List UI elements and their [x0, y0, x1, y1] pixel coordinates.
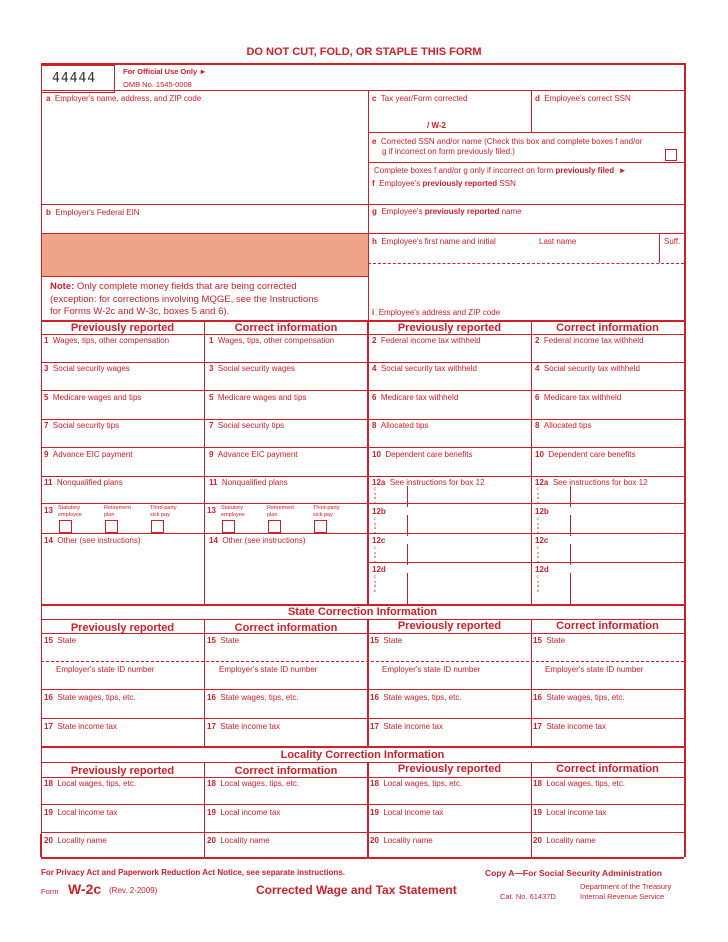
code-letter: d — [536, 583, 540, 588]
code-letter: e — [536, 499, 540, 505]
loc-18-2 — [370, 779, 462, 789]
loc-18-3-text: Local wages, tips, etc. — [546, 779, 626, 788]
loc-col-correct-1: Correct information — [234, 765, 338, 777]
state-17-0 — [44, 722, 117, 732]
state-17-3-text: State income tax — [546, 722, 606, 731]
box-right-correct-3-text: Allocated tips — [543, 421, 592, 430]
box13-sickpay-label: sick pay — [150, 512, 170, 518]
box-left-prev-4-num: 9 — [44, 450, 49, 459]
loc-20-2-num: 20 — [370, 836, 379, 845]
box-left-prev-4-text: Advance EIC payment — [52, 450, 133, 459]
box-left-correct-1-text: Social security wages — [217, 364, 295, 373]
state-16-1-num: 16 — [207, 693, 216, 702]
box-e-label-line2: g if incorrect on form previously filed.) — [382, 147, 515, 156]
state-16-0-text: State wages, tips, etc. — [57, 693, 136, 702]
state-16-3-num: 16 — [533, 693, 542, 702]
footer-dept1: Department of the Treasury — [580, 882, 672, 891]
state-16-3-text: State wages, tips, etc. — [546, 693, 625, 702]
state-15-3-text: State — [546, 636, 566, 645]
state-15-1 — [207, 636, 239, 646]
box-left-correct-4-text: Advance EIC payment — [217, 450, 298, 459]
box13-num: 13 — [207, 506, 216, 515]
loc-18-0 — [44, 779, 136, 789]
box-left-correct-0-text: Wages, tips, other compensation — [217, 336, 335, 345]
code-letter: C — [373, 486, 377, 491]
box13-0 — [44, 505, 202, 533]
box13-statutory-checkbox[interactable] — [222, 520, 235, 533]
state-15-0 — [44, 636, 76, 646]
loc-19-1-num: 19 — [207, 808, 216, 817]
last-name-label: Last name — [539, 237, 577, 246]
loc-18-1 — [207, 779, 299, 789]
footer-form-name: W-2c — [68, 881, 102, 897]
loc-19-2-num: 19 — [370, 808, 379, 817]
box-right-correct-2-num: 6 — [535, 393, 540, 402]
code-letter: d — [373, 495, 377, 500]
code-letter: o — [536, 520, 540, 526]
box13-sickpay-label: sick pay — [313, 512, 333, 518]
box-right-prev-1-text: Social security tax withheld — [380, 364, 477, 373]
box-h-label: h Employee's first name and initial — [372, 237, 496, 246]
loc-18-3 — [533, 779, 625, 789]
locality-title: Locality Correction Information — [280, 749, 445, 761]
box-left-correct-4-num: 9 — [209, 450, 214, 459]
box13-retirement-label: Retirement — [267, 505, 294, 511]
state-15-2-num: 15 — [370, 636, 379, 645]
footer-cat: Cat. No. 61437D — [500, 892, 556, 901]
loc-20-2-text: Locality name — [383, 836, 433, 845]
code-divider — [407, 515, 408, 536]
box-right-correct-3 — [535, 421, 592, 431]
code-letter: o — [373, 490, 377, 496]
box-right-correct-4 — [535, 450, 636, 460]
code-letter: C — [373, 545, 377, 550]
box-b-label: b Employer's Federal EIN — [46, 208, 140, 217]
box12-label: 12c — [535, 536, 549, 545]
code-letter: e — [373, 558, 377, 564]
code-letter: C — [373, 574, 377, 579]
box13-statutory-checkbox[interactable] — [59, 520, 72, 533]
loc-20-3 — [533, 836, 596, 846]
box-right-prev-5-text: See instructions for box 12 — [389, 478, 485, 487]
box-right-prev-2-text: Medicare tax withheld — [380, 393, 459, 402]
box-right-correct-5 — [535, 478, 648, 488]
code-letter: C — [536, 486, 540, 491]
box-left-correct-2-text: Medicare wages and tips — [217, 393, 307, 402]
code-letter: C — [536, 574, 540, 579]
box13-thirdparty-label: Third-party — [313, 505, 340, 511]
code-letter: o — [536, 578, 540, 584]
state-16-0 — [44, 693, 136, 703]
rule-line — [41, 476, 684, 477]
box13-employee-label: employee — [221, 512, 245, 518]
state-15-1-text: State — [220, 636, 240, 645]
state-col-correct-1: Correct information — [234, 622, 338, 634]
footer-privacy: For Privacy Act and Paperwork Reduction Act Notice, see separate instructions. — [41, 868, 345, 877]
code-letter: C — [373, 516, 377, 521]
box-left-prev-5 — [44, 478, 123, 488]
state-16-2-text: State wages, tips, etc. — [383, 693, 462, 702]
code-letter: o — [373, 549, 377, 555]
state-17-1-num: 17 — [207, 722, 216, 731]
state-15-1-num: 15 — [207, 636, 216, 645]
box13-statutory-label: Statutory — [221, 505, 244, 511]
box-left-correct-2-num: 5 — [209, 393, 214, 402]
box14-correct-num: 14 — [209, 536, 218, 545]
box-right-prev-4 — [372, 450, 473, 460]
box-left-prev-2-num: 5 — [44, 393, 49, 402]
box-right-prev-3-text: Allocated tips — [380, 421, 429, 430]
loc-18-0-num: 18 — [44, 779, 53, 788]
box-left-prev-0 — [44, 336, 169, 346]
loc-20-0-text: Locality name — [57, 836, 107, 845]
loc-19-0 — [44, 808, 117, 818]
box-right-correct-2 — [535, 393, 621, 403]
box12-label: 12b — [535, 507, 549, 516]
box-left-correct-1-num: 3 — [209, 364, 214, 373]
box-right-prev-5 — [372, 478, 485, 488]
code-divider — [407, 544, 408, 565]
box12-label: 12d — [535, 565, 549, 574]
box-left-prev-1-text: Social security wages — [52, 364, 130, 373]
box-left-prev-0-text: Wages, tips, other compensation — [52, 336, 170, 345]
state-id-label-3: Employer's state ID number — [545, 665, 644, 674]
box-left-prev-2-text: Medicare wages and tips — [52, 393, 142, 402]
state-17-0-num: 17 — [44, 722, 53, 731]
box13-retirement-checkbox[interactable] — [268, 520, 281, 533]
loc-18-2-num: 18 — [370, 779, 379, 788]
official-use-label: For Official Use Only ► — [123, 67, 207, 76]
box-left-correct-5-text: Nonqualified plans — [221, 478, 288, 487]
code-letter: e — [373, 499, 377, 505]
box-left-correct-4 — [209, 450, 298, 460]
state-16-1 — [207, 693, 299, 703]
box-right-correct-5-num: 12a — [535, 478, 549, 487]
state-17-3-num: 17 — [533, 722, 542, 731]
state-col-correct-2: Correct information — [556, 620, 659, 632]
rule-line — [41, 419, 684, 420]
code-letter: d — [536, 554, 540, 559]
state-17-2 — [370, 722, 443, 732]
loc-col-prev-2: Previously reported — [397, 763, 502, 775]
box-left-prev-1-num: 3 — [44, 364, 49, 373]
state-15-3-num: 15 — [533, 636, 542, 645]
loc-18-3-num: 18 — [533, 779, 542, 788]
code-divider — [407, 486, 408, 507]
box13-thirdparty-checkbox[interactable] — [314, 520, 327, 533]
loc-20-2 — [370, 836, 433, 846]
box13-plan-label: plan — [267, 512, 278, 518]
state-15-0-num: 15 — [44, 636, 53, 645]
loc-19-0-text: Local income tax — [57, 808, 118, 817]
footer-dept2: Internal Revenue Service — [580, 892, 665, 901]
rule-line — [41, 832, 684, 833]
box-right-prev-3 — [372, 421, 429, 431]
code-letter: e — [536, 558, 540, 564]
state-17-2-text: State income tax — [383, 722, 443, 731]
box13-thirdparty-label: Third-party — [150, 505, 177, 511]
box13-employee-label: employee — [58, 512, 82, 518]
footer-rev: (Rev. 2-2009) — [109, 886, 158, 895]
box-left-prev-5-text: Nonqualified plans — [56, 478, 123, 487]
box13-statutory-label: Statutory — [58, 505, 81, 511]
col-prev-1: Previously reported — [70, 322, 175, 334]
state-17-2-num: 17 — [370, 722, 379, 731]
box-right-correct-3-num: 8 — [535, 421, 540, 430]
rule-line — [368, 529, 684, 535]
loc-20-0-num: 20 — [44, 836, 53, 845]
shaded-area — [42, 234, 368, 276]
box-c-label: c Tax year/Form corrected — [372, 94, 468, 103]
box-right-prev-3-num: 8 — [372, 421, 377, 430]
box-right-correct-4-num: 10 — [535, 450, 544, 459]
loc-19-2-text: Local income tax — [383, 808, 444, 817]
box-left-prev-2 — [44, 393, 141, 403]
state-id-label-2: Employer's state ID number — [382, 665, 481, 674]
state-17-1 — [207, 722, 280, 732]
state-16-2-num: 16 — [370, 693, 379, 702]
box13-retirement-checkbox[interactable] — [105, 520, 118, 533]
box-right-prev-2 — [372, 393, 458, 403]
box-a-label: a Employer's name, address, and ZIP code — [46, 94, 202, 103]
code-letter: C — [536, 545, 540, 550]
code-letter: d — [536, 495, 540, 500]
rule-line — [41, 533, 367, 534]
box-right-prev-2-num: 6 — [372, 393, 377, 402]
state-16-3 — [533, 693, 625, 703]
box13-thirdparty-checkbox[interactable] — [151, 520, 164, 533]
col-correct-2: Correct information — [556, 322, 659, 334]
box-left-correct-0 — [209, 336, 334, 346]
box-right-correct-1-text: Social security tax withheld — [543, 364, 640, 373]
col-prev-2: Previously reported — [397, 322, 502, 334]
loc-19-3-text: Local income tax — [546, 808, 607, 817]
form-id-number: 44444 — [52, 71, 97, 86]
box-left-prev-1 — [44, 364, 130, 374]
loc-20-1 — [207, 836, 270, 846]
loc-19-3-num: 19 — [533, 808, 542, 817]
rule-line — [41, 804, 684, 805]
box-right-prev-1-num: 4 — [372, 364, 377, 373]
box-c-value: / W-2 — [427, 121, 446, 130]
box-right-correct-0 — [535, 336, 644, 346]
state-15-2 — [370, 636, 402, 646]
loc-19-2 — [370, 808, 443, 818]
state-16-1-text: State wages, tips, etc. — [220, 693, 299, 702]
loc-20-3-num: 20 — [533, 836, 542, 845]
code-letter: d — [373, 554, 377, 559]
form-id-box — [41, 64, 115, 93]
box-right-prev-0 — [372, 336, 481, 346]
money-fields-note: Note: Only complete money fields that are being corrected (exception: for corrections involving MQGE, see the Instructions for Forms W-2c and W-3c, boxes 5 and 6). — [50, 281, 319, 317]
state-col-prev-2: Previously reported — [397, 620, 502, 632]
box-left-correct-3-text: Social security tips — [217, 421, 285, 430]
box13-plan-label: plan — [104, 512, 115, 518]
box-left-correct-1 — [209, 364, 295, 374]
loc-col-prev-1: Previously reported — [70, 765, 175, 777]
rule-line — [41, 390, 684, 391]
code-letter: o — [536, 490, 540, 496]
box-right-correct-5-text: See instructions for box 12 — [552, 478, 648, 487]
top-notice: DO NOT CUT, FOLD, OR STAPLE THIS FORM — [246, 46, 482, 58]
code-letter: o — [373, 578, 377, 584]
box-left-prev-3 — [44, 421, 119, 431]
box-right-correct-4-text: Dependent care benefits — [548, 450, 636, 459]
box-right-correct-2-text: Medicare tax withheld — [543, 393, 622, 402]
footer-title: Corrected Wage and Tax Statement — [256, 883, 457, 897]
state-id-label-1: Employer's state ID number — [219, 665, 318, 674]
box-left-prev-3-text: Social security tips — [52, 421, 120, 430]
box14-prev-text: Other (see instructions) — [57, 536, 141, 545]
box-left-prev-3-num: 7 — [44, 421, 49, 430]
state-id-label-0: Employer's state ID number — [56, 665, 155, 674]
box-i-label: i Employee's address and ZIP code — [372, 308, 501, 317]
code-divider — [570, 573, 571, 604]
code-letter: o — [536, 549, 540, 555]
state-15-3 — [533, 636, 565, 646]
rule-line — [41, 499, 684, 505]
state-17-3 — [533, 722, 606, 732]
box13-retirement-label: Retirement — [104, 505, 131, 511]
rule-line — [41, 362, 684, 363]
rule-line — [368, 558, 684, 564]
box14-prev — [44, 536, 141, 546]
code-letter: o — [373, 520, 377, 526]
box-right-correct-0-text: Federal income tax withheld — [543, 336, 644, 345]
code-letter: e — [373, 587, 377, 593]
loc-19-1 — [207, 808, 280, 818]
box14-correct — [209, 536, 306, 546]
code-letter: d — [373, 525, 377, 530]
code-letter: d — [536, 525, 540, 530]
box12-label: 12d — [372, 565, 386, 574]
state-15-0-text: State — [57, 636, 77, 645]
box12-label: 12b — [372, 507, 386, 516]
box-e-checkbox[interactable] — [665, 149, 677, 161]
box-left-correct-3 — [209, 421, 284, 431]
box12-label: 12c — [372, 536, 386, 545]
omb-number: OMB No. 1545-0008 — [123, 80, 192, 89]
suffix-label: Suff. — [664, 237, 681, 246]
loc-20-1-text: Locality name — [220, 836, 270, 845]
box-f-label: f Employee's previously reported SSN — [372, 179, 516, 188]
loc-19-0-num: 19 — [44, 808, 53, 817]
box-right-prev-4-num: 10 — [372, 450, 381, 459]
rule-line — [41, 689, 684, 690]
box-d-label: d Employee's correct SSN — [535, 94, 631, 103]
loc-18-0-text: Local wages, tips, etc. — [57, 779, 137, 788]
state-col-prev-1: Previously reported — [70, 622, 175, 634]
box13-1 — [207, 505, 365, 533]
loc-20-1-num: 20 — [207, 836, 216, 845]
code-divider — [407, 573, 408, 604]
box-left-correct-5 — [209, 478, 288, 488]
footer-form-word: Form — [41, 887, 59, 896]
box-right-prev-5-num: 12a — [372, 478, 386, 487]
box14-correct-text: Other (see instructions) — [222, 536, 306, 545]
box-g-label: g Employee's previously reported name — [372, 207, 522, 216]
box-left-correct-3-num: 7 — [209, 421, 214, 430]
loc-20-0 — [44, 836, 107, 846]
code-divider — [570, 486, 571, 507]
state-16-2 — [370, 693, 462, 703]
code-letter: e — [536, 529, 540, 535]
box-e-label: e Corrected SSN and/or name (Check this box and complete boxes f and/or — [372, 137, 643, 146]
code-divider — [570, 515, 571, 536]
box-left-correct-0-num: 1 — [209, 336, 214, 345]
state-17-0-text: State income tax — [57, 722, 117, 731]
box-left-correct-5-num: 11 — [209, 478, 218, 487]
code-letter: e — [536, 587, 540, 593]
loc-19-1-text: Local income tax — [220, 808, 281, 817]
loc-18-1-text: Local wages, tips, etc. — [220, 779, 300, 788]
box-right-prev-4-text: Dependent care benefits — [385, 450, 473, 459]
box14-prev-num: 14 — [44, 536, 53, 545]
box-left-prev-4 — [44, 450, 133, 460]
code-letter: d — [373, 583, 377, 588]
loc-col-correct-2: Correct information — [556, 763, 659, 775]
rule-line — [41, 718, 684, 719]
state-15-2-text: State — [383, 636, 403, 645]
footer-copy: Copy A—For Social Security Administration — [485, 868, 662, 878]
code-letter: e — [373, 529, 377, 535]
code-letter: C — [536, 516, 540, 521]
box-left-prev-0-num: 1 — [44, 336, 49, 345]
state-16-0-num: 16 — [44, 693, 53, 702]
rule-line — [41, 661, 684, 662]
box-left-prev-5-num: 11 — [44, 478, 53, 487]
box-right-correct-1 — [535, 364, 640, 374]
loc-19-3 — [533, 808, 606, 818]
loc-18-2-text: Local wages, tips, etc. — [383, 779, 463, 788]
box-right-correct-0-num: 2 — [535, 336, 540, 345]
state-17-1-text: State income tax — [220, 722, 280, 731]
box-left-correct-2 — [209, 393, 306, 403]
box-right-prev-1 — [372, 364, 477, 374]
complete-fg-note: Complete boxes f and/or g only if incorrect on form previously filed ► — [374, 166, 627, 175]
box-right-correct-1-num: 4 — [535, 364, 540, 373]
rule-line — [41, 447, 684, 448]
state-title: State Correction Information — [287, 606, 438, 618]
col-correct-1: Correct information — [234, 322, 338, 334]
code-divider — [570, 544, 571, 565]
loc-20-3-text: Locality name — [546, 836, 596, 845]
box-right-prev-0-text: Federal income tax withheld — [380, 336, 481, 345]
box13-num: 13 — [44, 506, 53, 515]
loc-18-1-num: 18 — [207, 779, 216, 788]
box-right-prev-0-num: 2 — [372, 336, 377, 345]
